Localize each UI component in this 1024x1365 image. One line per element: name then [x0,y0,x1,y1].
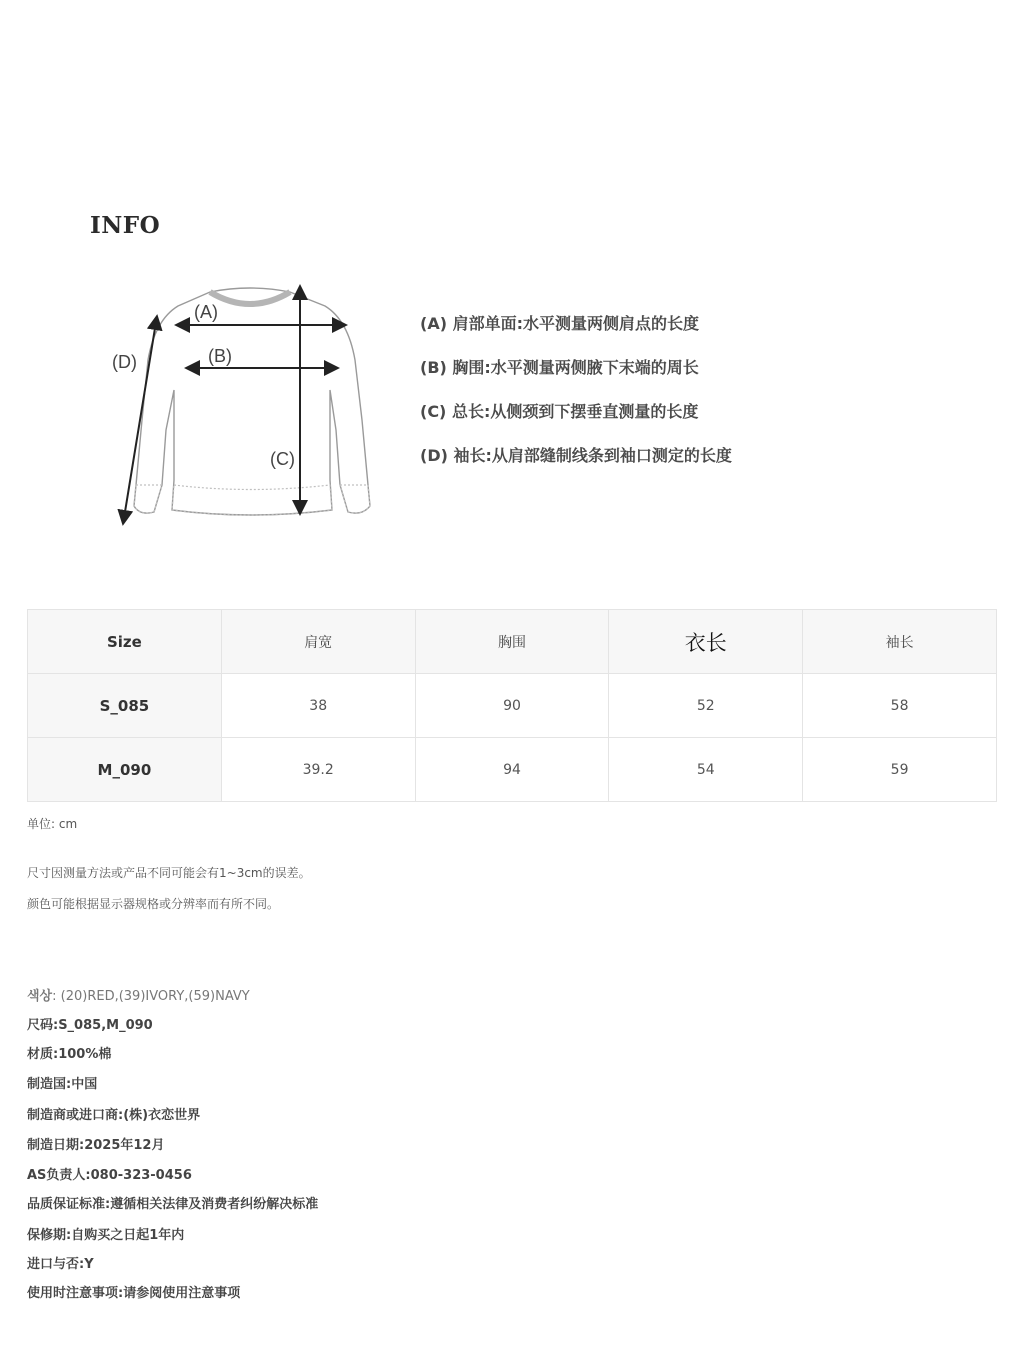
spec-date: 制造日期:2025年12月 [27,1138,165,1153]
spec-origin: 制造国:中国 [27,1077,98,1092]
spec-warranty: 保修期:自购买之日起1年内 [27,1228,185,1243]
legend-item-b: (B) 胸围:水平测量两侧腋下末端的周长 [420,358,699,377]
header-chest: 胸围 [415,610,609,674]
spec-caution: 使用时注意事项:请参阅使用注意事项 [27,1286,241,1301]
spec-imported: 进口与否:Y [27,1257,94,1272]
page-title: INFO [90,212,161,239]
header-sleeve: 袖长 [803,610,997,674]
cell-length: 54 [609,738,803,802]
hem-rib [172,485,332,515]
legend-item-a: (A) 肩部单面:水平测量两侧肩点的长度 [420,314,699,333]
spec-material: 材质:100%棉 [27,1047,112,1062]
header-size: Size [28,610,222,674]
sweater-diagram [100,280,390,530]
tolerance-note: 尺寸因测量方法或产品不同可能会有1~3cm的误差。 [27,866,311,880]
label-c: (C) [270,449,295,469]
table-row [28,674,997,738]
cell-shoulder: 38 [221,674,415,738]
cell-sleeve: 59 [803,738,997,802]
header-shoulder: 肩宽 [221,610,415,674]
cell-length: 52 [609,674,803,738]
measurement-legend [420,312,732,488]
table-header-row [28,610,997,674]
spec-as-contact: AS负责人:080-323-0456 [27,1168,192,1183]
spec-quality: 品质保证标准:遵循相关法律及消费者纠纷解决标准 [27,1197,319,1212]
spec-color-value: : (20)RED,(39)IVORY,(59)NAVY [52,989,250,1004]
cell-size: M_090 [28,738,222,802]
left-cuff [134,485,162,513]
label-b: (B) [208,346,232,366]
label-d: (D) [112,352,137,372]
cell-chest: 94 [415,738,609,802]
spec-maker: 制造商或进口商:(株)衣恋世界 [27,1108,201,1123]
cell-size: S_085 [28,674,222,738]
unit-note: 单位: cm [27,817,78,831]
neck-rib [210,292,290,304]
sweater-outline [134,288,370,515]
legend-item-d: (D) 袖长:从肩部缝制线条到袖口测定的长度 [420,446,732,465]
cell-shoulder: 39.2 [221,738,415,802]
size-table [27,609,997,802]
cell-sleeve: 58 [803,674,997,738]
header-length: 衣长 [609,610,803,674]
spec-color [27,985,250,1004]
color-note: 颜色可能根据显示器规格或分辨率而有所不同。 [27,897,280,911]
legend-item-c: (C) 总长:从侧颈到下摆垂直测量的长度 [420,402,699,421]
cell-chest: 90 [415,674,609,738]
label-a: (A) [194,302,218,322]
spec-color-label: 색상 [27,989,53,1004]
spec-size: 尺码:S_085,M_090 [27,1018,153,1033]
table-row [28,738,997,802]
